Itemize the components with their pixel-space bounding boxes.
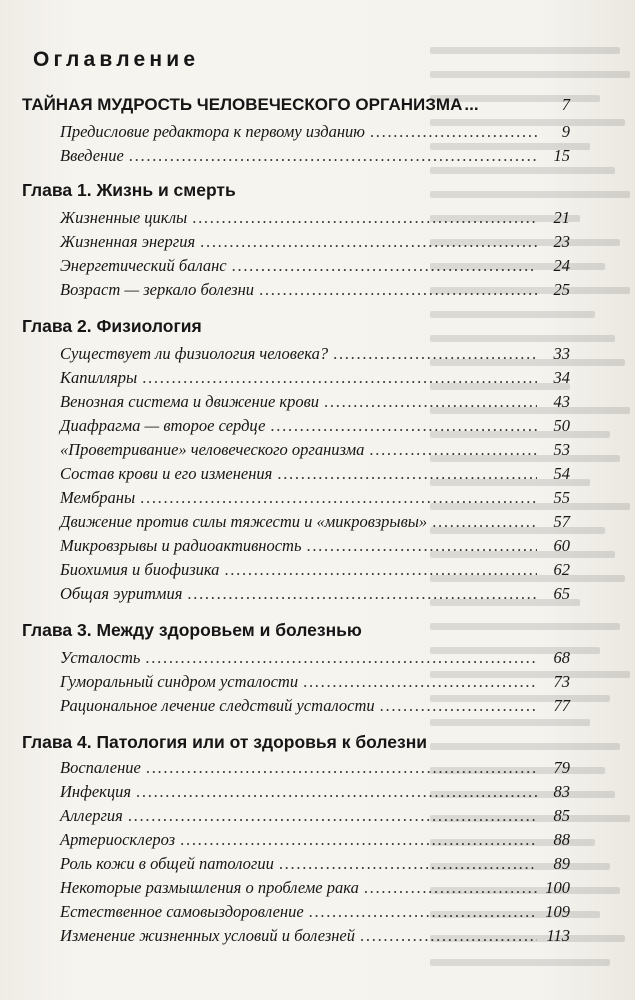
toc-entry-page: 24 — [553, 256, 570, 275]
toc-entry-page: 85 — [553, 806, 570, 825]
toc-entry-page: 50 — [553, 416, 570, 435]
toc-entry-label: Венозная система и движение крови — [60, 392, 320, 411]
toc-entry-page: 57 — [553, 512, 570, 531]
toc-entry[interactable] — [60, 648, 570, 668]
toc-entry-page: 9 — [561, 122, 570, 141]
toc-entry-label: Гуморальный синдром усталости — [60, 672, 299, 691]
toc-entry-label: Движение против силы тяжести и «микровзрывы» — [60, 512, 428, 531]
toc-entry-page: 68 — [553, 648, 570, 667]
part-page: 7 — [561, 95, 570, 114]
toc-entry-label: Предисловие редактора к первому изданию — [60, 122, 365, 141]
toc-entry[interactable] — [60, 416, 570, 436]
toc-entry-label: «Проветривание» человеческого организма — [60, 440, 365, 459]
toc-entry[interactable] — [60, 806, 570, 826]
leader-dots — [192, 208, 537, 228]
toc-entry-page: 100 — [545, 878, 570, 897]
toc-entry[interactable] — [60, 122, 570, 142]
toc-entry-page: 15 — [553, 146, 570, 165]
toc-entry[interactable] — [60, 902, 570, 922]
toc-entry[interactable] — [60, 854, 570, 874]
toc-entry-label: Биохимия и биофизика — [60, 560, 220, 579]
toc-entry[interactable] — [60, 146, 570, 166]
leader-dots — [142, 368, 537, 388]
toc-entry[interactable] — [60, 672, 570, 692]
leader-dots — [432, 512, 537, 532]
leader-dots — [306, 536, 537, 556]
toc-entry-label: Некоторые размышления о проблеме рака — [60, 878, 359, 897]
toc-entry[interactable] — [60, 392, 570, 412]
toc-entry-page: 53 — [553, 440, 570, 459]
toc-entry-label: Изменение жизненных условий и болезней — [60, 926, 356, 945]
leader-dots — [180, 830, 537, 850]
leader-dots — [303, 672, 537, 692]
leader-dots — [224, 560, 537, 580]
toc-entry-label: Общая эуритмия — [60, 584, 183, 603]
toc-entry-page: 33 — [553, 344, 570, 363]
toc-entry-label: Инфекция — [60, 782, 132, 801]
toc-entry-page: 77 — [553, 696, 570, 715]
leader-dots — [333, 344, 537, 364]
toc-entry-label: Аллергия — [60, 806, 123, 825]
toc-entry[interactable] — [60, 878, 570, 898]
leader-dots — [380, 696, 537, 716]
part-title: ТАЙНАЯ МУДРОСТЬ ЧЕЛОВЕЧЕСКОГО ОРГАНИЗМА — [22, 95, 463, 114]
chapter-heading-2[interactable]: Глава 2. Физиология — [22, 316, 202, 336]
toc-entry[interactable] — [60, 232, 570, 252]
toc-entry-label: Состав крови и его изменения — [60, 464, 273, 483]
leader-dots — [277, 464, 537, 484]
chapter-heading-3[interactable]: Глава 3. Между здоровьем и болезнью — [22, 620, 362, 640]
toc-entry[interactable] — [60, 512, 570, 532]
toc-entry-label: Существует ли физиология человека? — [60, 344, 329, 363]
toc-entry-label: Возраст — зеркало болезни — [60, 280, 255, 299]
toc-entry[interactable] — [60, 926, 570, 946]
toc-entry[interactable] — [60, 344, 570, 364]
toc-entry[interactable] — [60, 782, 570, 802]
toc-entry-label: Энергетический баланс — [60, 256, 227, 275]
toc-entry-page: 43 — [553, 392, 570, 411]
toc-entry-label: Капилляры — [60, 368, 138, 387]
toc-entry-page: 54 — [553, 464, 570, 483]
leader-dots — [279, 854, 537, 874]
toc-entry[interactable] — [60, 560, 570, 580]
toc-entry-label: Воспаление — [60, 758, 141, 777]
part-heading[interactable] — [22, 95, 570, 115]
leader-dots — [364, 878, 537, 898]
toc-entry-page: 109 — [545, 902, 570, 921]
toc-entry[interactable] — [60, 208, 570, 228]
toc-entry-label: Жизненные циклы — [60, 208, 188, 227]
toc-entry-page: 25 — [553, 280, 570, 299]
toc-entry-page: 34 — [553, 368, 570, 387]
toc-entry[interactable] — [60, 256, 570, 276]
leader-dots — [200, 232, 537, 252]
toc-entry[interactable] — [60, 368, 570, 388]
leader-dots — [187, 584, 537, 604]
toc-entry[interactable] — [60, 584, 570, 604]
part-dots: ... — [464, 95, 479, 114]
toc-entry[interactable] — [60, 464, 570, 484]
chapter-heading-1[interactable]: Глава 1. Жизнь и смерть — [22, 180, 236, 200]
toc-entry[interactable] — [60, 488, 570, 508]
leader-dots — [360, 926, 537, 946]
toc-entry-page: 55 — [553, 488, 570, 507]
leader-dots — [309, 902, 537, 922]
toc-entry-label: Рациональное лечение следствий усталости — [60, 696, 375, 715]
leader-dots — [270, 416, 537, 436]
toc-entry-page: 23 — [553, 232, 570, 251]
leader-dots — [128, 806, 537, 826]
toc-entry-page: 83 — [553, 782, 570, 801]
toc-entry-label: Микровзрывы и радиоактивность — [60, 536, 302, 555]
toc-entry-page: 73 — [553, 672, 570, 691]
leader-dots — [370, 122, 537, 142]
toc-title: Оглавление — [33, 48, 200, 71]
toc-entry-label: Естественное самовыздоровление — [60, 902, 304, 921]
leader-dots — [136, 782, 537, 802]
leader-dots — [146, 758, 537, 778]
leader-dots — [324, 392, 537, 412]
toc-entry[interactable] — [60, 696, 570, 716]
leader-dots — [232, 256, 537, 276]
toc-entry-page: 21 — [553, 208, 570, 227]
toc-entry-page: 62 — [553, 560, 570, 579]
toc-entry-label: Мембраны — [60, 488, 136, 507]
toc-entry-label: Усталость — [60, 648, 141, 667]
toc-entry-label: Артериосклероз — [60, 830, 176, 849]
toc-entry-page: 79 — [553, 758, 570, 777]
toc-entry-page: 60 — [553, 536, 570, 555]
leader-dots — [140, 488, 537, 508]
toc-entry-label: Роль кожи в общей патологии — [60, 854, 274, 873]
toc-entry-label: Введение — [60, 146, 124, 165]
toc-entry-page: 113 — [546, 926, 570, 945]
toc-entry[interactable] — [60, 280, 570, 300]
leader-dots — [369, 440, 537, 460]
toc-entry-page: 89 — [553, 854, 570, 873]
toc-entry-page: 65 — [553, 584, 570, 603]
chapter-heading-4[interactable]: Глава 4. Патология или от здоровья к болезни — [22, 732, 428, 752]
toc-entry-label: Жизненная энергия — [60, 232, 196, 251]
leader-dots — [129, 146, 537, 166]
toc-entry[interactable] — [60, 536, 570, 556]
leader-dots — [145, 648, 537, 668]
toc-entry-page: 88 — [553, 830, 570, 849]
toc-entry-label: Диафрагма — второе сердце — [60, 416, 266, 435]
toc-entry[interactable] — [60, 440, 570, 460]
toc-entry[interactable] — [60, 830, 570, 850]
toc-entry[interactable] — [60, 758, 570, 778]
leader-dots — [259, 280, 537, 300]
